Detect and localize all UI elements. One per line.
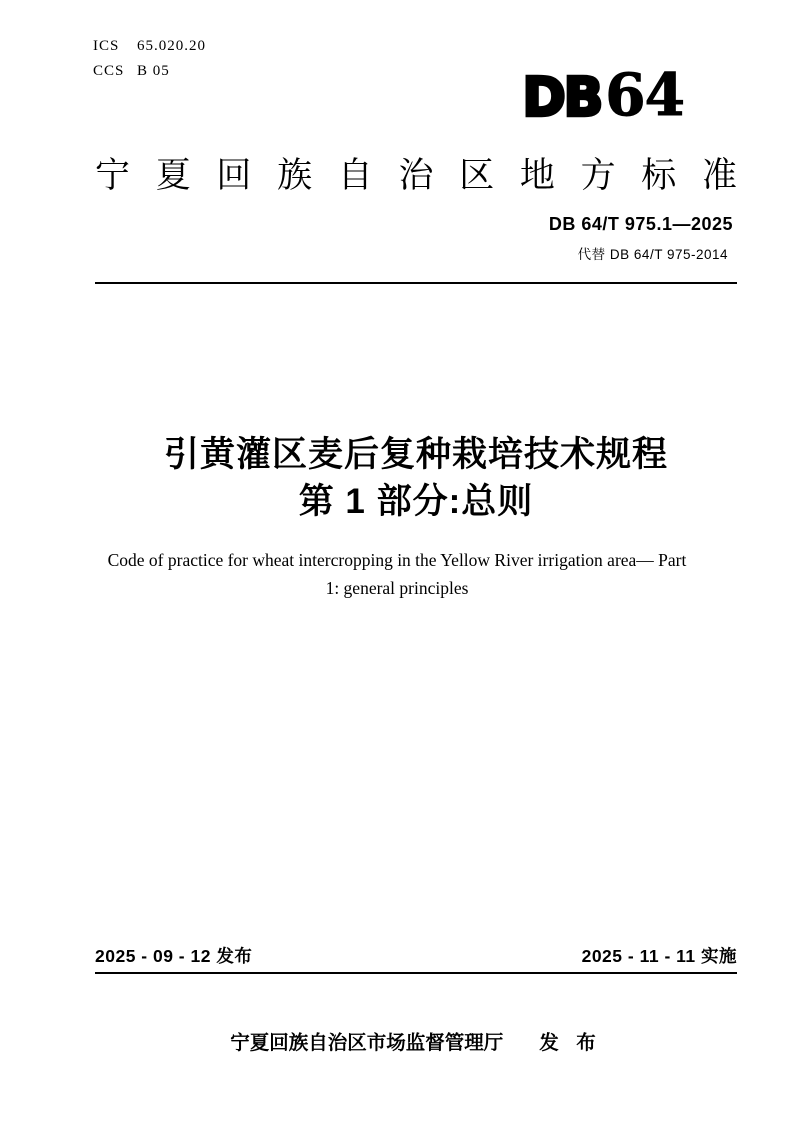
db64-logo-db-text: DB bbox=[522, 67, 602, 129]
date-row bbox=[95, 943, 737, 968]
ccs-code: B 05 bbox=[137, 63, 170, 79]
document-title-english-line1: Code of practice for wheat intercropping in the Yellow River irrigation area— Part bbox=[107, 550, 687, 570]
header-divider-line bbox=[95, 282, 737, 284]
ccs-row bbox=[93, 59, 206, 84]
standard-number: DB 64/T 975.1—2025 bbox=[548, 214, 733, 234]
implement-date: 2025 - 11 - 11 实施 bbox=[581, 946, 737, 966]
publisher-line bbox=[95, 1027, 737, 1055]
document-title-line1: 引黄灌区麦后复种栽培技术规程 bbox=[163, 435, 668, 474]
db64-logo-64-text: 64 bbox=[605, 61, 684, 129]
replaces-note: 代替 DB 64/T 975-2014 bbox=[577, 247, 728, 262]
classification-codes bbox=[93, 34, 206, 84]
publisher-org: 宁夏回族自治区市场监督管理厅 bbox=[230, 1032, 504, 1054]
document-title-english bbox=[60, 546, 734, 602]
ics-code: 65.020.20 bbox=[137, 38, 206, 54]
ccs-label: CCS bbox=[93, 63, 125, 79]
db64-logo bbox=[522, 61, 684, 129]
region-standard-heading: 宁夏回族自治区地方标准 bbox=[95, 156, 737, 195]
document-title bbox=[95, 431, 737, 525]
ics-row bbox=[93, 34, 206, 59]
publisher-action: 发 布 bbox=[539, 1032, 602, 1054]
document-title-line2: 第 1 部分:总则 bbox=[298, 482, 534, 521]
issue-date: 2025 - 09 - 12 发布 bbox=[95, 946, 253, 966]
ics-label: ICS bbox=[93, 38, 120, 54]
document-title-english-line2: 1: general principles bbox=[325, 578, 469, 598]
footer-divider-line bbox=[95, 972, 737, 974]
